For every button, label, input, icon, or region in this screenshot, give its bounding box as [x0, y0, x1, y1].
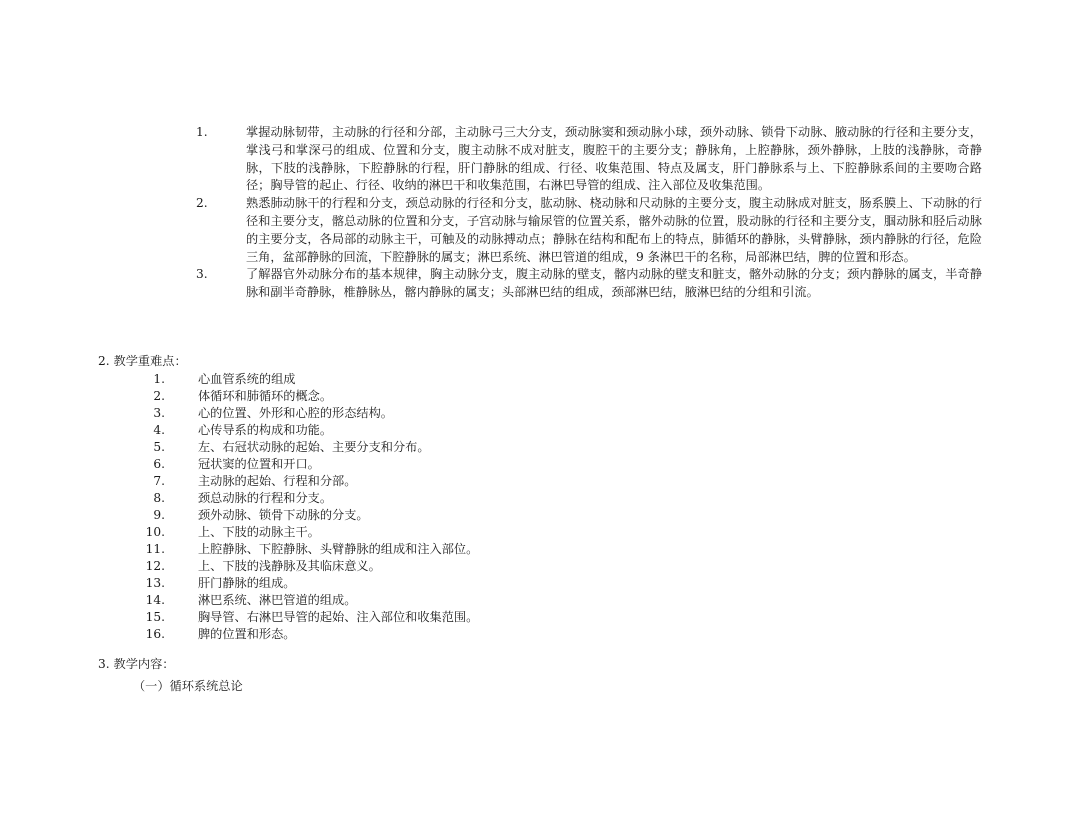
list-item [128, 388, 828, 405]
list-item-text: 上、下肢的浅静脉及其临床意义。 [198, 559, 381, 573]
list-item-number: 11. [145, 542, 165, 556]
list-item-number: 3. [153, 406, 165, 420]
objective-text: 了解器官外动脉分布的基本规律，胸主动脉分支，腹主动脉的壁支，髂内动脉的壁支和脏支，髂外动脉的分支；颈内静脉的属支，半奇静脉和副半奇静脉，椎静脉丛，髂内静脉的属支；头部淋巴结的组成，颈部淋巴结，腋淋巴结的分组和引流。 [246, 267, 982, 300]
list-item [128, 626, 828, 643]
objective-text: 掌握动脉韧带，主动脉的行径和分部，主动脉弓三大分支，颈动脉窦和颈动脉小球，颈外动脉、锁骨下动脉、腋动脉的行径和主要分支，掌浅弓和掌深弓的组成、位置和分支，腹主动脉不成对脏支，腹腔干的主要分支；静脉角，上腔静脉，颈外静脉，上肢的浅静脉，奇静脉，下肢的浅静脉，下腔静脉的行程，肝门静脉的组成、行径、收集范围、特点及属支，肝门静脉系与上、下腔静脉系间的主要吻合路径；胸导管的起止、行径、收纳的淋巴干和收集范围，右淋巴导管的组成、注入部位及收集范围。 [246, 125, 982, 193]
section-heading-key-points: 2. 教学重难点： [98, 354, 187, 368]
list-item-text: 主动脉的起始、行程和分部。 [198, 474, 357, 488]
objective-number: 1. [196, 125, 208, 139]
list-item [128, 541, 828, 558]
list-item [128, 490, 828, 507]
list-item-text: 左、右冠状动脉的起始、主要分支和分布。 [198, 440, 430, 454]
list-item-number: 14. [145, 593, 165, 607]
list-item-text: 肝门静脉的组成。 [198, 576, 296, 590]
objective-item [196, 266, 982, 302]
list-item-number: 12. [145, 559, 165, 573]
list-item [128, 371, 828, 388]
list-item-text: 心血管系统的组成 [198, 372, 296, 386]
key-points-list [128, 371, 828, 643]
list-item-text: 体循环和肺循环的概念。 [198, 389, 333, 403]
section-heading-content: 3. 教学内容： [98, 657, 175, 671]
list-item-text: 脾的位置和形态。 [198, 627, 296, 641]
list-item [128, 592, 828, 609]
list-item [128, 575, 828, 592]
list-item-text: 上、下肢的动脉主干。 [198, 525, 320, 539]
objective-item [196, 124, 982, 195]
list-item-text: 上腔静脉、下腔静脉、头臂静脉的组成和注入部位。 [198, 542, 479, 556]
list-item-text: 淋巴系统、淋巴管道的组成。 [198, 593, 357, 607]
list-item-number: 15. [145, 610, 165, 624]
list-item [128, 609, 828, 626]
list-item [128, 405, 828, 422]
list-item-number: 2. [153, 389, 165, 403]
objective-number: 3. [196, 267, 208, 282]
list-item-number: 1. [153, 372, 165, 386]
list-item-number: 10. [145, 525, 165, 539]
list-item [128, 507, 828, 524]
list-item [128, 439, 828, 456]
list-item [128, 558, 828, 575]
list-item-number: 8. [153, 491, 165, 505]
list-item-number: 9. [153, 508, 165, 522]
list-item-text: 冠状窦的位置和开口。 [198, 457, 320, 471]
list-item-number: 4. [153, 423, 165, 437]
list-item-number: 13. [145, 576, 165, 590]
list-item-number: 16. [145, 627, 165, 641]
objectives-list [196, 124, 982, 302]
list-item-text: 心传导系的构成和功能。 [198, 423, 333, 437]
list-item-number: 5. [153, 440, 165, 454]
list-item-text: 心的位置、外形和心腔的形态结构。 [198, 406, 393, 420]
objective-item [196, 195, 982, 266]
objective-text: 熟悉肺动脉干的行程和分支，颈总动脉的行径和分支，肱动脉、桡动脉和尺动脉的主要分支，腹主动脉成对脏支，肠系膜上、下动脉的行径和主要分支，髂总动脉的位置和分支，子宫动脉与输尿管的位置关系，髂外动脉的位置，股动脉的行径和主要分支，腘动脉和胫后动脉的主要分支，各局部的动脉主干，可触及的动脉搏动点；静脉在结构和配布上的特点，肺循环的静脉，头臂静脉，颈内静脉的行径，危险三角，盆部静脉的回流，下腔静脉的属支；淋巴系统、淋巴管道的组成，9 条淋巴干的名称，局部淋巴结，脾的位置和形态。 [246, 196, 982, 264]
subheading: （一）循环系统总论 [133, 679, 243, 693]
list-item [128, 456, 828, 473]
objective-number: 2. [196, 196, 208, 211]
list-item [128, 422, 828, 439]
list-item [128, 473, 828, 490]
list-item-number: 7. [153, 474, 165, 488]
list-item [128, 524, 828, 541]
list-item-text: 颈总动脉的行程和分支。 [198, 491, 333, 505]
list-item-text: 颈外动脉、锁骨下动脉的分支。 [198, 508, 369, 522]
list-item-text: 胸导管、右淋巴导管的起始、注入部位和收集范围。 [198, 610, 479, 624]
list-item-number: 6. [153, 457, 165, 471]
